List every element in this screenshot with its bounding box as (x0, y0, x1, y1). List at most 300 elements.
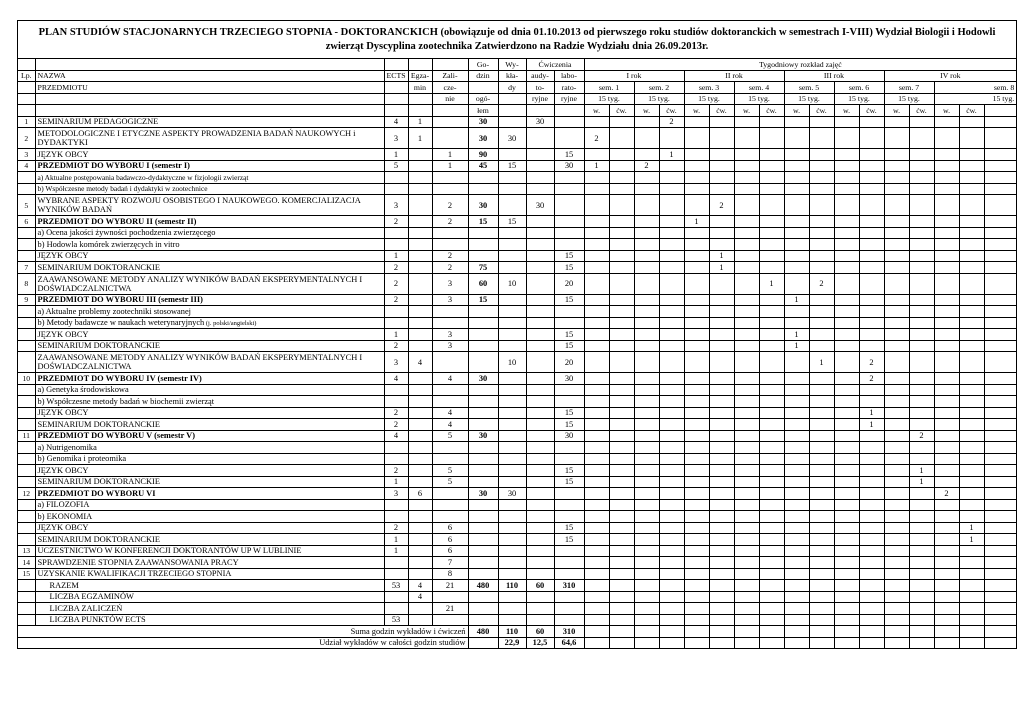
row-godzin-ogolem: 30 (468, 195, 498, 216)
summary-sched-12 (859, 614, 884, 626)
header-dzin: dzin (468, 70, 498, 82)
row-sched-9 (784, 384, 809, 396)
row-sched-15 (934, 373, 959, 385)
summary-sched-12 (859, 580, 884, 592)
row-godzin-ogolem: 30 (468, 430, 498, 442)
row-sched-8 (759, 340, 784, 352)
row-sched-5 (684, 430, 709, 442)
summary-sched-11 (834, 580, 859, 592)
row-godzin-ogolem: 30 (468, 116, 498, 128)
header-weeks-5: 15 tyg. (784, 93, 834, 105)
row-sched-5 (684, 545, 709, 557)
row-sched-15 (934, 273, 959, 294)
row-ects: 1 (384, 534, 408, 546)
row-egzamin (408, 522, 432, 534)
row-name-note: (j. polski/angielski) (204, 319, 257, 327)
row-sched-14 (909, 183, 934, 195)
row-zaliczenie: 1 (432, 160, 468, 172)
row-laboratoryjne (554, 172, 584, 184)
row-sched-10 (809, 545, 834, 557)
summary-sched-11 (834, 591, 859, 603)
row-wyklady (498, 384, 526, 396)
summary-label: LICZBA EGZAMINÓW (35, 591, 384, 603)
row-sched-16 (959, 453, 984, 465)
row-sched-6 (709, 557, 734, 569)
row-sched-6 (709, 465, 734, 477)
row-sched-10 (809, 476, 834, 488)
summary-label: LICZBA ZALICZEŃ (35, 603, 384, 615)
row-laboratoryjne (554, 488, 584, 500)
header-zali: Zali- (432, 70, 468, 82)
row-laboratoryjne (554, 568, 584, 580)
summary-ects: 53 (384, 614, 408, 626)
row-wyklady (498, 396, 526, 408)
row-godzin-ogolem (468, 407, 498, 419)
header-ects: ECTS (384, 70, 408, 82)
row-ects (384, 511, 408, 523)
row-sched-8 (759, 306, 784, 318)
row-sched-8 (759, 373, 784, 385)
row-sched-12 (859, 239, 884, 251)
row-wyklady (498, 250, 526, 262)
row-laboratoryjne (554, 453, 584, 465)
row-audytoryjne (526, 216, 554, 228)
row-sched-13 (884, 499, 909, 511)
summary-sched-16 (959, 603, 984, 615)
row-sched-7 (734, 419, 759, 431)
row-sched-13 (884, 250, 909, 262)
row-sched-13 (884, 568, 909, 580)
row-ects: 2 (384, 522, 408, 534)
row-sched-2 (609, 545, 634, 557)
row-sched-16 (959, 262, 984, 274)
row-sched-14 (909, 545, 934, 557)
row-sched-3 (634, 128, 659, 149)
summary-zaliczenie (432, 591, 468, 603)
footer-sched-3 (634, 626, 659, 638)
row-sched-8 (759, 294, 784, 306)
table-row (18, 419, 1016, 431)
row-laboratoryjne: 15 (554, 262, 584, 274)
row-sched-8 (759, 396, 784, 408)
table-row (18, 195, 1016, 216)
summary-tail (984, 614, 1016, 626)
row-sched-10 (809, 430, 834, 442)
row-sched-13 (884, 352, 909, 373)
row-tail (984, 419, 1016, 431)
row-sched-6 (709, 294, 734, 306)
table-row (18, 116, 1016, 128)
header-sem-2: sem. 2 (634, 82, 684, 94)
header-w-6: w. (834, 105, 859, 117)
row-sched-3 (634, 262, 659, 274)
row-sched-5 (684, 568, 709, 580)
row-egzamin (408, 499, 432, 511)
row-godzin-ogolem (468, 419, 498, 431)
row-godzin-ogolem (468, 534, 498, 546)
row-godzin-ogolem: 45 (468, 160, 498, 172)
row-sched-6 (709, 273, 734, 294)
row-audytoryjne (526, 465, 554, 477)
row-sched-13 (884, 407, 909, 419)
row-sched-9 (784, 128, 809, 149)
row-sched-13 (884, 465, 909, 477)
row-sched-10 (809, 262, 834, 274)
footer-sched-12 (859, 637, 884, 648)
row-name: a) Ocena jakości żywności pochodzenia zwierzęcego (35, 227, 384, 239)
row-sched-5 (684, 419, 709, 431)
header-wy-blank-2 (498, 105, 526, 117)
row-tail (984, 488, 1016, 500)
row-sched-4 (659, 384, 684, 396)
table-row (18, 340, 1016, 352)
summary-sched-6 (709, 603, 734, 615)
row-sched-16 (959, 273, 984, 294)
row-zaliczenie (432, 183, 468, 195)
row-sched-14 (909, 499, 934, 511)
row-ects (384, 183, 408, 195)
row-sched-1 (584, 352, 609, 373)
summary-tail (984, 580, 1016, 592)
summary-sched-4 (659, 614, 684, 626)
row-sched-4 (659, 317, 684, 329)
row-sched-14 (909, 149, 934, 161)
row-sched-12: 1 (859, 407, 884, 419)
row-sched-1 (584, 453, 609, 465)
row-zaliczenie (432, 352, 468, 373)
row-sched-5 (684, 407, 709, 419)
row-sched-7 (734, 373, 759, 385)
summary-audytoryjne: 60 (526, 580, 554, 592)
row-wyklady (498, 262, 526, 274)
summary-ects: 53 (384, 580, 408, 592)
row-sched-16 (959, 116, 984, 128)
row-tail (984, 172, 1016, 184)
header-rato: rato- (554, 82, 584, 94)
summary-sched-8 (759, 614, 784, 626)
row-sched-1 (584, 317, 609, 329)
row-sched-9 (784, 262, 809, 274)
row-audytoryjne (526, 239, 554, 251)
row-sched-6 (709, 430, 734, 442)
header-name-blank (35, 93, 384, 105)
row-godzin-ogolem: 15 (468, 294, 498, 306)
row-name: SEMINARIUM DOKTORANCKIE (35, 419, 384, 431)
row-sched-7 (734, 476, 759, 488)
row-sched-3 (634, 216, 659, 228)
row-ects (384, 442, 408, 454)
row-sched-5 (684, 534, 709, 546)
row-sched-14 (909, 128, 934, 149)
row-name: SEMINARIUM DOKTORANCKIE (35, 476, 384, 488)
row-sched-3 (634, 149, 659, 161)
header-lp-blank-3 (18, 105, 35, 117)
row-sched-5 (684, 160, 709, 172)
row-laboratoryjne (554, 384, 584, 396)
summary-sched-13 (884, 614, 909, 626)
header-cze: cze- (432, 82, 468, 94)
row-laboratoryjne: 15 (554, 340, 584, 352)
row-wyklady (498, 239, 526, 251)
summary-sched-2 (609, 591, 634, 603)
row-laboratoryjne (554, 195, 584, 216)
header-cw-2: ćw. (659, 105, 684, 117)
row-lp (18, 317, 35, 329)
row-sched-9 (784, 511, 809, 523)
row-sched-12 (859, 329, 884, 341)
row-lp (18, 384, 35, 396)
row-wyklady: 10 (498, 273, 526, 294)
row-sched-9: 1 (784, 294, 809, 306)
header-sem-8: sem. 8 (934, 82, 1016, 94)
header-cw-5: ćw. (809, 105, 834, 117)
summary-wyklady (498, 603, 526, 615)
row-sched-6 (709, 317, 734, 329)
row-laboratoryjne: 15 (554, 465, 584, 477)
row-sched-15 (934, 396, 959, 408)
row-sched-4 (659, 227, 684, 239)
header-weeks-3: 15 tyg. (684, 93, 734, 105)
row-sched-8 (759, 568, 784, 580)
row-sched-8 (759, 465, 784, 477)
row-sched-4 (659, 239, 684, 251)
row-sched-9 (784, 273, 809, 294)
row-godzin-ogolem: 60 (468, 273, 498, 294)
row-sched-14 (909, 568, 934, 580)
row-tail (984, 216, 1016, 228)
summary-sched-16 (959, 614, 984, 626)
row-sched-15 (934, 195, 959, 216)
row-egzamin (408, 340, 432, 352)
row-sched-4: 2 (659, 116, 684, 128)
study-plan-sheet (17, 20, 1017, 649)
row-laboratoryjne: 20 (554, 273, 584, 294)
row-sched-3 (634, 407, 659, 419)
row-sched-14 (909, 329, 934, 341)
row-audytoryjne (526, 160, 554, 172)
row-sched-10 (809, 568, 834, 580)
row-zaliczenie (432, 239, 468, 251)
row-wyklady (498, 430, 526, 442)
row-sched-2 (609, 262, 634, 274)
row-sched-10 (809, 160, 834, 172)
row-sched-10 (809, 216, 834, 228)
row-godzin-ogolem (468, 568, 498, 580)
row-sched-3 (634, 306, 659, 318)
row-sched-7 (734, 407, 759, 419)
row-wyklady (498, 568, 526, 580)
summary-sched-7 (734, 580, 759, 592)
study-plan-table (18, 59, 1016, 648)
row-sched-9 (784, 149, 809, 161)
row-name: b) Hodowla komórek zwierzęcych in vitro (35, 239, 384, 251)
row-wyklady (498, 317, 526, 329)
row-sched-15 (934, 384, 959, 396)
row-audytoryjne (526, 430, 554, 442)
row-tail (984, 557, 1016, 569)
row-lp (18, 183, 35, 195)
row-sched-14 (909, 488, 934, 500)
row-sched-9 (784, 396, 809, 408)
summary-sched-4 (659, 591, 684, 603)
row-sched-13 (884, 396, 909, 408)
row-egzamin (408, 195, 432, 216)
row-sched-1 (584, 183, 609, 195)
row-sched-11 (834, 294, 859, 306)
row-godzin-ogolem (468, 352, 498, 373)
row-sched-12 (859, 172, 884, 184)
table-row (18, 329, 1016, 341)
summary-tail (984, 591, 1016, 603)
row-sched-7 (734, 317, 759, 329)
row-sched-3 (634, 453, 659, 465)
row-sched-9: 1 (784, 340, 809, 352)
row-sched-14 (909, 160, 934, 172)
row-laboratoryjne (554, 499, 584, 511)
row-sched-3 (634, 373, 659, 385)
row-ects: 1 (384, 329, 408, 341)
row-sched-4 (659, 373, 684, 385)
row-sched-15 (934, 227, 959, 239)
row-sched-8 (759, 511, 784, 523)
row-wyklady: 30 (498, 128, 526, 149)
table-row (18, 442, 1016, 454)
row-egzamin: 1 (408, 128, 432, 149)
summary-sched-5 (684, 614, 709, 626)
row-audytoryjne (526, 419, 554, 431)
row-sched-3 (634, 488, 659, 500)
row-sched-5 (684, 396, 709, 408)
footer-label: Udział wykładów w całości godzin studiów (18, 637, 468, 648)
row-sched-11 (834, 568, 859, 580)
row-egzamin (408, 407, 432, 419)
footer-sched-7 (734, 626, 759, 638)
row-lp (18, 407, 35, 419)
row-lp (18, 352, 35, 373)
row-lp (18, 442, 35, 454)
footer-audytoryjne: 12,5 (526, 637, 554, 648)
row-sched-9 (784, 352, 809, 373)
row-wyklady: 15 (498, 216, 526, 228)
row-sched-14 (909, 557, 934, 569)
row-lp (18, 396, 35, 408)
row-sched-13 (884, 183, 909, 195)
row-audytoryjne (526, 352, 554, 373)
row-wyklady: 30 (498, 488, 526, 500)
row-sched-8 (759, 262, 784, 274)
row-sched-5 (684, 511, 709, 523)
row-sched-13 (884, 340, 909, 352)
row-sched-12 (859, 183, 884, 195)
row-sched-9 (784, 522, 809, 534)
row-sched-4 (659, 419, 684, 431)
row-egzamin (408, 511, 432, 523)
row-ects: 3 (384, 488, 408, 500)
row-sched-16 (959, 488, 984, 500)
row-sched-1 (584, 149, 609, 161)
row-sched-3 (634, 294, 659, 306)
row-sched-9 (784, 557, 809, 569)
row-name: SEMINARIUM DOKTORANCKIE (35, 262, 384, 274)
row-sched-5 (684, 195, 709, 216)
row-audytoryjne (526, 250, 554, 262)
row-sched-2 (609, 273, 634, 294)
row-sched-2 (609, 149, 634, 161)
row-sched-15 (934, 545, 959, 557)
footer-tail (984, 637, 1016, 648)
row-ects: 3 (384, 128, 408, 149)
summary-sched-16 (959, 591, 984, 603)
row-sched-14 (909, 306, 934, 318)
row-sched-4 (659, 534, 684, 546)
row-sched-9 (784, 250, 809, 262)
row-sched-12 (859, 294, 884, 306)
row-audytoryjne (526, 522, 554, 534)
row-sched-14 (909, 116, 934, 128)
row-sched-8 (759, 430, 784, 442)
row-laboratoryjne (554, 511, 584, 523)
summary-sched-14 (909, 591, 934, 603)
header-cw-8: ćw. (959, 105, 984, 117)
row-sched-2 (609, 172, 634, 184)
row-sched-8 (759, 499, 784, 511)
row-tail (984, 294, 1016, 306)
row-name: PRZEDMIOT DO WYBORU IV (semestr IV) (35, 373, 384, 385)
summary-sched-14 (909, 614, 934, 626)
row-sched-11 (834, 160, 859, 172)
row-tail (984, 250, 1016, 262)
table-row (18, 476, 1016, 488)
row-sched-8 (759, 522, 784, 534)
row-sched-13 (884, 195, 909, 216)
row-laboratoryjne (554, 239, 584, 251)
row-sched-16 (959, 227, 984, 239)
row-egzamin (408, 262, 432, 274)
row-sched-8 (759, 352, 784, 373)
row-audytoryjne (526, 545, 554, 557)
row-zaliczenie: 4 (432, 407, 468, 419)
row-sched-15 (934, 116, 959, 128)
summary-laboratoryjne (554, 591, 584, 603)
row-lp: 1 (18, 116, 35, 128)
row-sched-5 (684, 116, 709, 128)
summary-row (18, 580, 1016, 592)
row-sched-10 (809, 522, 834, 534)
summary-row (18, 614, 1016, 626)
header-w-5: w. (784, 105, 809, 117)
summary-laboratoryjne (554, 614, 584, 626)
table-row (18, 384, 1016, 396)
row-sched-11 (834, 430, 859, 442)
row-sched-1 (584, 534, 609, 546)
row-sched-14 (909, 227, 934, 239)
table-row (18, 511, 1016, 523)
row-sched-10 (809, 419, 834, 431)
summary-laboratoryjne: 310 (554, 580, 584, 592)
footer-audytoryjne: 60 (526, 626, 554, 638)
row-sched-5 (684, 183, 709, 195)
row-sched-12 (859, 465, 884, 477)
row-sched-8 (759, 419, 784, 431)
header-min: min (408, 82, 432, 94)
row-sched-9 (784, 172, 809, 184)
row-sched-4 (659, 442, 684, 454)
row-sched-15 (934, 128, 959, 149)
row-sched-3 (634, 227, 659, 239)
row-sched-7 (734, 216, 759, 228)
row-lp: 10 (18, 373, 35, 385)
row-sched-9 (784, 116, 809, 128)
